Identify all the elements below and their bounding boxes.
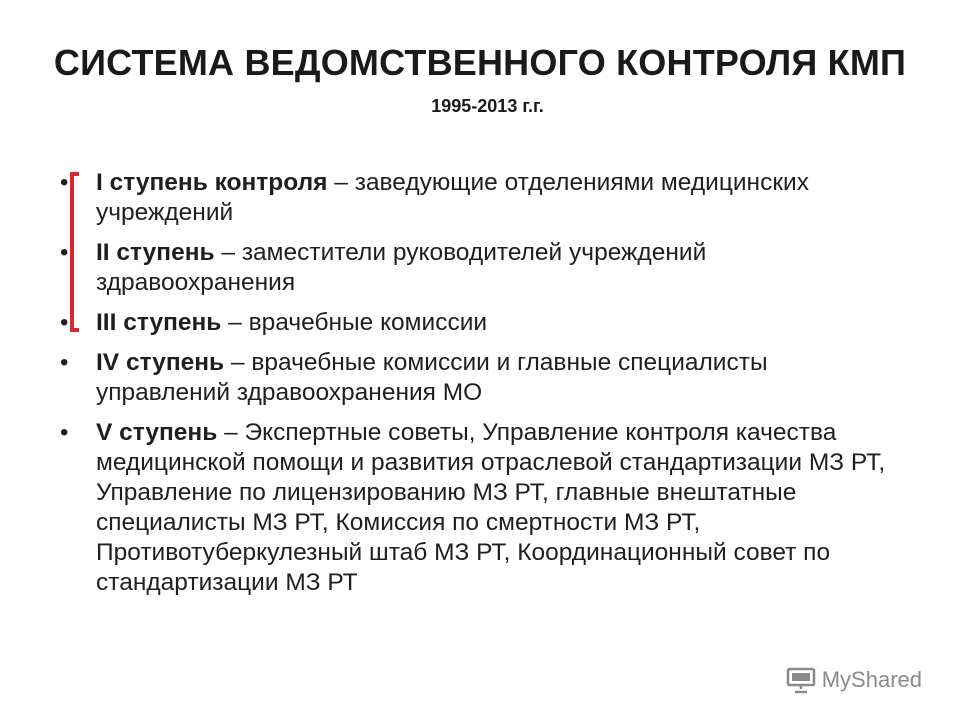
- list-item: [60, 168, 900, 228]
- list-item-text: – заведующие отделениями медицинских учреждений: [96, 169, 809, 226]
- list-item-level: I ступень контроля: [96, 169, 328, 196]
- list-item-text: – Экспертные советы, Управление контроля качества медицинской помощи и развития отраслевой стандартизации МЗ РТ, Управление по лицензированию МЗ РТ, главные внештатные специалисты МЗ РТ, Комиссия по смертности МЗ РТ, Противотуберкулезный штаб МЗ РТ, Координационный совет по стандартизации МЗ РТ: [96, 419, 886, 596]
- projector-screen-icon: [786, 666, 816, 694]
- bullet-icon: •: [60, 239, 69, 266]
- list-item: [60, 418, 900, 598]
- list-item-level: III ступень: [96, 309, 222, 336]
- list-item: [60, 348, 900, 408]
- list-item-level: II ступень: [96, 239, 215, 266]
- list-item: [60, 238, 900, 298]
- watermark-text: MyShared: [821, 667, 922, 692]
- list-item-level: V ступень: [96, 419, 218, 446]
- list-item-text: – врачебные комиссии и главные специалисты управлений здравоохранения МО: [96, 349, 768, 406]
- watermark: [786, 666, 922, 694]
- list-item: [60, 308, 900, 338]
- bullet-icon: •: [60, 169, 69, 196]
- bullet-icon: •: [60, 309, 69, 336]
- bullet-icon: •: [60, 349, 69, 376]
- bullet-icon: •: [60, 419, 69, 446]
- list-item-text: – заместители руководителей учреждений здравоохранения: [96, 239, 707, 296]
- slide-title: СИСТЕМА ВЕДОМСТВЕННОГО КОНТРОЛЯ КМП: [53, 42, 907, 83]
- list-item-level: IV ступень: [96, 349, 225, 376]
- bullet-list: [60, 168, 900, 608]
- slide-subtitle: 1995-2013 г.г.: [431, 96, 544, 116]
- list-item-text: – врачебные комиссии: [221, 309, 488, 336]
